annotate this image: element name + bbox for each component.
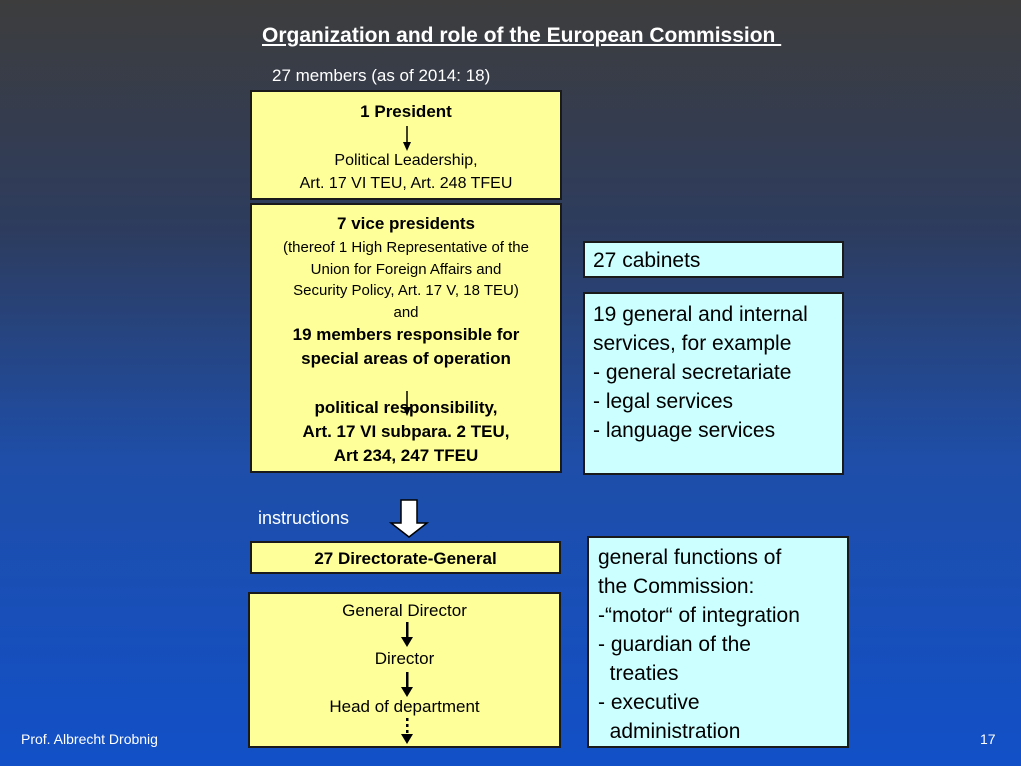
vice-heading: 7 vice presidents [337,214,475,233]
instructions-arrow [389,499,429,539]
services-line: - language services [593,419,776,442]
functions-line: treaties [598,662,679,685]
footer-author: Prof. Albrecht Drobnig [21,731,158,747]
vice-line5: 19 members responsible for [292,325,520,344]
functions-line: administration [598,720,741,743]
president-heading: 1 President [360,102,452,121]
vice-line4: and [393,304,419,321]
director-label: Director [374,649,435,668]
president-box [250,90,562,200]
president-line2: Art. 17 VI TEU, Art. 248 TFEU [299,175,513,192]
hierarchy-arrow-2 [401,672,413,698]
slide-title: Organization and role of the European Commission [262,24,782,47]
services-line: - general secretariate [593,361,792,384]
vice-line2: Union for Foreign Affairs and [310,261,502,278]
vice-line1: (thereof 1 High Representative of the [283,239,529,256]
services-box [583,292,844,475]
functions-line: the Commission: [598,575,755,598]
vice-line9: Art 234, 247 TFEU [333,446,479,465]
members-subtitle: 27 members (as of 2014: 18) [272,66,491,85]
instructions-label: instructions [258,508,350,528]
functions-line: - executive [598,691,700,714]
functions-line: general functions of [598,546,782,569]
vice-presidents-box [250,203,562,473]
hierarchy-arrow-dotted [401,718,413,746]
cabinets-label: 27 cabinets [593,249,701,272]
vice-line7: political responsibility, [314,398,498,417]
vice-line8: Art. 17 VI subpara. 2 TEU, [302,422,510,441]
vice-line6: special areas of operation [301,349,511,368]
cabinets-box [583,241,844,278]
directorate-general-box [250,541,561,574]
president-line1: Political Leadership, [334,152,478,169]
hierarchy-arrow-1 [401,622,413,648]
functions-line: - guardian of the [598,633,751,656]
functions-box [587,536,849,748]
dg-label: 27 Directorate-General [314,549,497,568]
hierarchy-box [248,592,561,748]
services-line: 19 general and internal [593,303,808,326]
president-arrow [402,126,412,152]
services-line: - legal services [593,390,734,413]
vice-line3: Security Policy, Art. 17 V, 18 TEU) [293,282,519,299]
page-number: 17 [980,731,996,747]
services-line: services, for example [593,332,792,355]
general-director-label: General Director [342,601,467,620]
head-of-department-label: Head of department [329,697,480,716]
functions-line: -“motor“ of integration [598,604,800,627]
